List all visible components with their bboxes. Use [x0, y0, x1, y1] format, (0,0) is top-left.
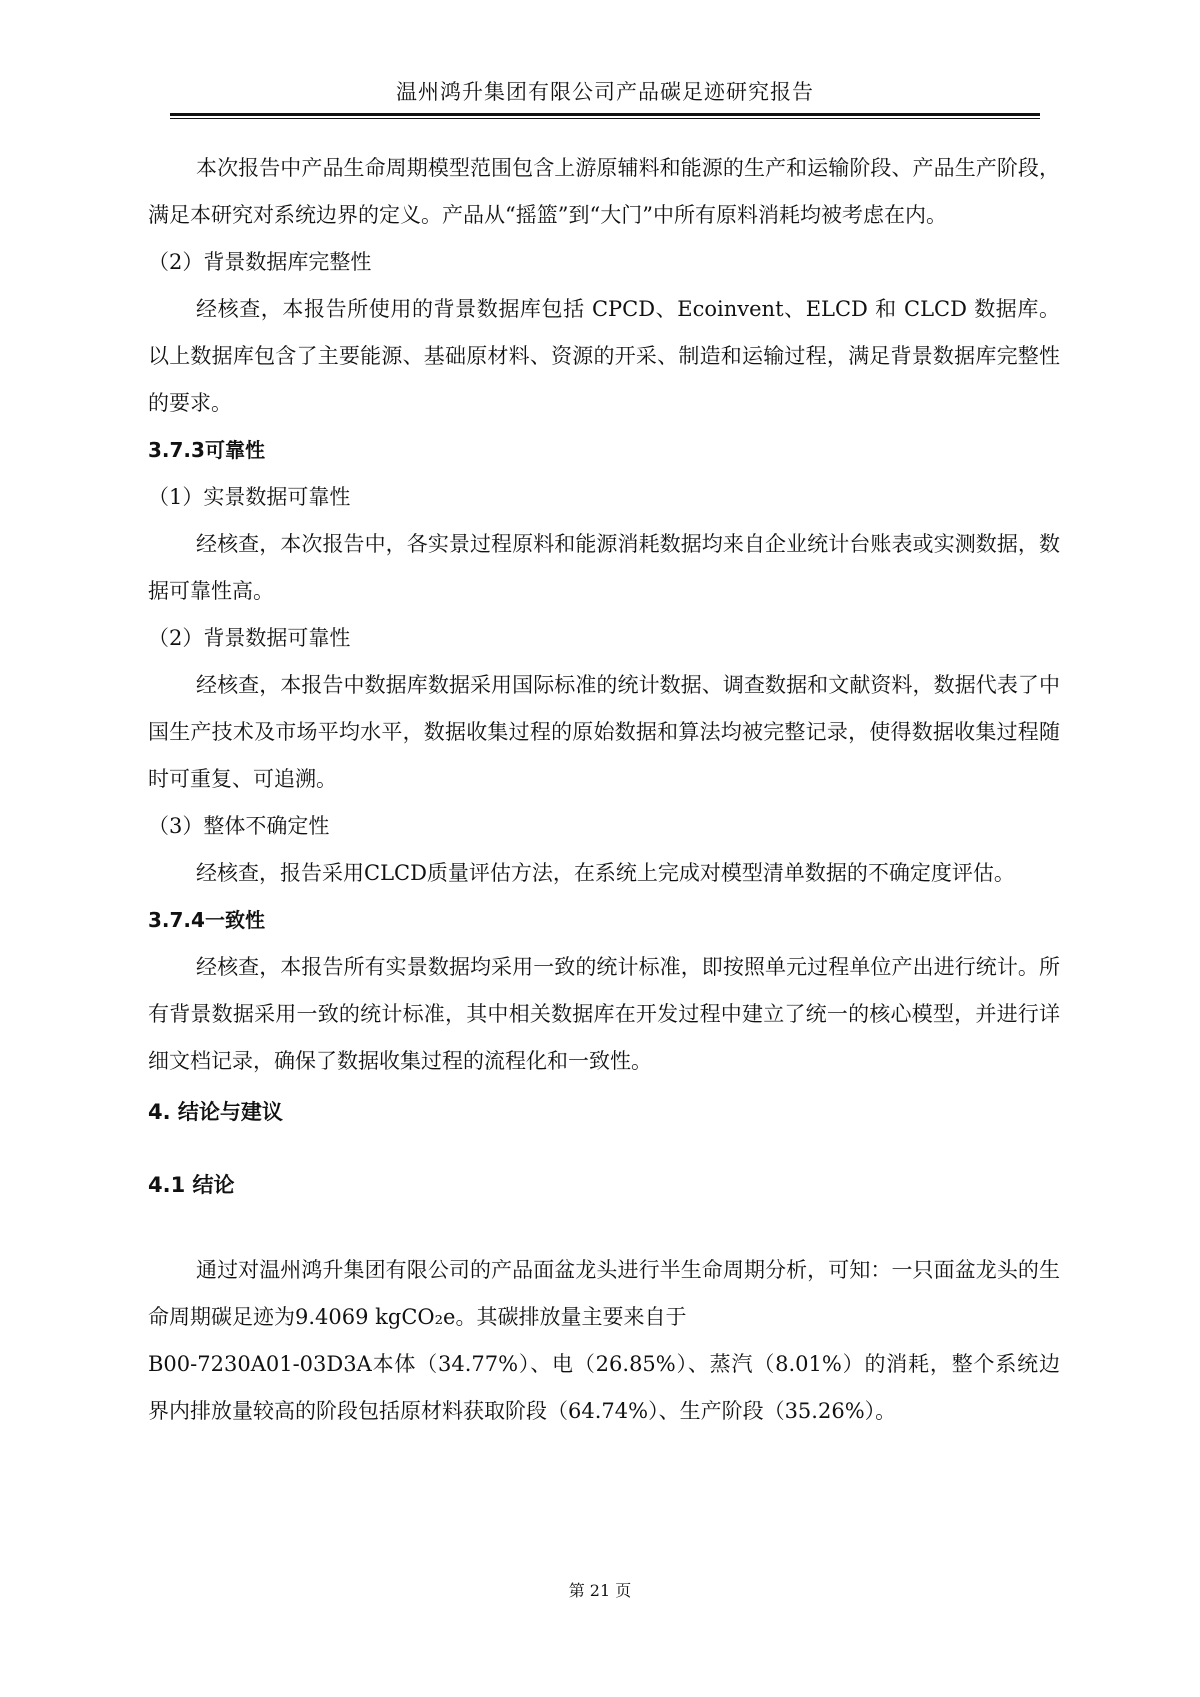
- paragraph-conclusion-detail: B00-7230A01-03D3A本体（34.77%）、电（26.85%）、蒸汽（8.01%）的消耗，整个系统边界内排放量较高的阶段包括原材料获取阶段（64.74%）、生产阶段（35.26%）。: [148, 1352, 1060, 1423]
- paragraph-scope: 本次报告中产品生命周期模型范围包含上游原辅料和能源的生产和运输阶段、产品生产阶段，满足本研究对系统边界的定义。产品从“摇篮”到“大门”中所有原料消耗均被考虑在内。: [148, 156, 1060, 227]
- subheading-background-completeness: （2）背景数据库完整性: [148, 250, 372, 274]
- paragraph-background-completeness: 经核查，本报告所使用的背景数据库包括 CPCD、Ecoinvent、ELCD 和 CLCD 数据库。以上数据库包含了主要能源、基础原材料、资源的开采、制造和运输过程，满足背景数据库完整性的要求。: [148, 297, 1060, 415]
- header-rule-thin: [170, 118, 1040, 119]
- section-heading-consistency: 3.7.4一致性: [148, 908, 265, 932]
- paragraph-background-reliability: 经核查，本报告中数据库数据采用国际标准的统计数据、调查数据和文献资料，数据代表了中国生产技术及市场平均水平，数据收集过程的原始数据和算法均被完整记录，使得数据收集过程随时可重复、可追溯。: [148, 673, 1060, 791]
- section-heading-reliability: 3.7.3可靠性: [148, 438, 265, 462]
- document-body: [148, 145, 1060, 1435]
- subheading-background-reliability: （2）背景数据可靠性: [148, 626, 351, 650]
- header-rule-thick: [170, 113, 1040, 116]
- paragraph-uncertainty: 经核查，报告采用CLCD质量评估方法，在系统上完成对模型清单数据的不确定度评估。: [196, 861, 1015, 885]
- paragraph-onsite-reliability: 经核查，本次报告中，各实景过程原料和能源消耗数据均来自企业统计台账表或实测数据，数据可靠性高。: [148, 532, 1060, 603]
- subheading-onsite-reliability: （1）实景数据可靠性: [148, 485, 351, 509]
- section-heading-conclusion: 4.1 结论: [148, 1173, 235, 1197]
- subheading-uncertainty: （3）整体不确定性: [148, 814, 330, 838]
- page-number: 第 21 页: [568, 1581, 632, 1600]
- page-header-title: 温州鸿升集团有限公司产品碳足迹研究报告: [396, 80, 814, 104]
- chapter-heading-conclusions: 4. 结论与建议: [148, 1100, 283, 1124]
- paragraph-conclusion-intro: 通过对温州鸿升集团有限公司的产品面盆龙头进行半生命周期分析，可知：一只面盆龙头的生命周期碳足迹为9.4069 kgCO₂e。其碳排放量主要来自于: [148, 1258, 1060, 1329]
- paragraph-consistency: 经核查，本报告所有实景数据均采用一致的统计标准，即按照单元过程单位产出进行统计。所有背景数据采用一致的统计标准，其中相关数据库在开发过程中建立了统一的核心模型，并进行详细文档记录，确保了数据收集过程的流程化和一致性。: [148, 955, 1060, 1073]
